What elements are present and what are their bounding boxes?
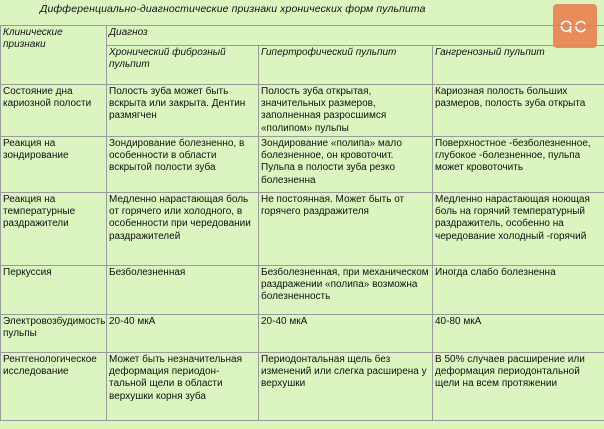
header-hypertrophic-pulpitis: Гипертрофический пульпит bbox=[259, 46, 433, 85]
row-label: Электровозбудимость пульпы bbox=[1, 315, 107, 353]
table-cell: Может быть незначительная деформация периодон-тальной щели в области верхушки корня зуба bbox=[107, 353, 259, 421]
header-diagnosis: Диагноз bbox=[107, 26, 604, 46]
table-row bbox=[1, 85, 604, 137]
table-row bbox=[1, 266, 604, 315]
row-label: Реакция на зондирование bbox=[1, 137, 107, 193]
row-label: Состояние дна кариозной полости bbox=[1, 85, 107, 137]
table-cell: Поверхностное -безболезненное, глубокое -болезненное, пульпа может кровоточить bbox=[433, 137, 604, 193]
table-cell: 40-80 мкА bbox=[433, 315, 604, 353]
row-label: Рентгенологическое исследование bbox=[1, 353, 107, 421]
table-cell: Иногда слабо болезненна bbox=[433, 266, 604, 315]
table-cell: Медленно нарастающая ноющая боль на горячий температурный раздражитель, особенно на чередование холодный -горячий bbox=[433, 193, 604, 266]
table-cell: Периодонтальная щель без изменений или слегка расширена у верхушки bbox=[259, 353, 433, 421]
table-cell: Не постоянная. Может быть от горячего раздражителя bbox=[259, 193, 433, 266]
row-label: Перкуссия bbox=[1, 266, 107, 315]
page-title: Дифференциально-диагностические признаки хронических форм пульпита bbox=[40, 3, 426, 15]
diagnostic-table bbox=[0, 25, 604, 421]
table-cell: Безболезненная bbox=[107, 266, 259, 315]
table-row bbox=[1, 193, 604, 266]
table-cell: Кариозная полость больших размеров, полость зуба открыта bbox=[433, 85, 604, 137]
header-fibrous-pulpitis: Хронический фиброзный пульпит bbox=[107, 46, 259, 85]
header-clinical-signs: Клинические признаки bbox=[1, 26, 107, 85]
header-gangrenous-pulpitis: Гангренозный пульпит bbox=[433, 46, 604, 85]
table-cell: Безболезненная, при механическом раздражении «полипа» возможна болезненность bbox=[259, 266, 433, 315]
table-row bbox=[1, 353, 604, 421]
table-row bbox=[1, 315, 604, 353]
row-label: Реакция на температурные раздражители bbox=[1, 193, 107, 266]
table-cell: Зондирование болезненно, в особенности в области вскрытой полости зуба bbox=[107, 137, 259, 193]
table-cell: Медленно нарастающая боль от горячего или холодного, в особенности при чередовании раздражителей bbox=[107, 193, 259, 266]
table-cell: Полость зуба может быть вскрыта или закрыта. Дентин размягчен bbox=[107, 85, 259, 137]
table-cell: Полость зуба открытая, значительных размеров, заполненная разросшимся «полипом» пульпы bbox=[259, 85, 433, 137]
table-cell: 20-40 мкА bbox=[259, 315, 433, 353]
table-header-row bbox=[1, 26, 604, 46]
table-cell: Зондирование «полипа» мало болезненное, он кровоточит. Пульпа в полости зуба резко болезненна bbox=[259, 137, 433, 193]
table-cell: В 50% случаев расширение или деформация периодонтальной щели на всем протяжении bbox=[433, 353, 604, 421]
table-row bbox=[1, 137, 604, 193]
table-cell: 20-40 мкА bbox=[107, 315, 259, 353]
